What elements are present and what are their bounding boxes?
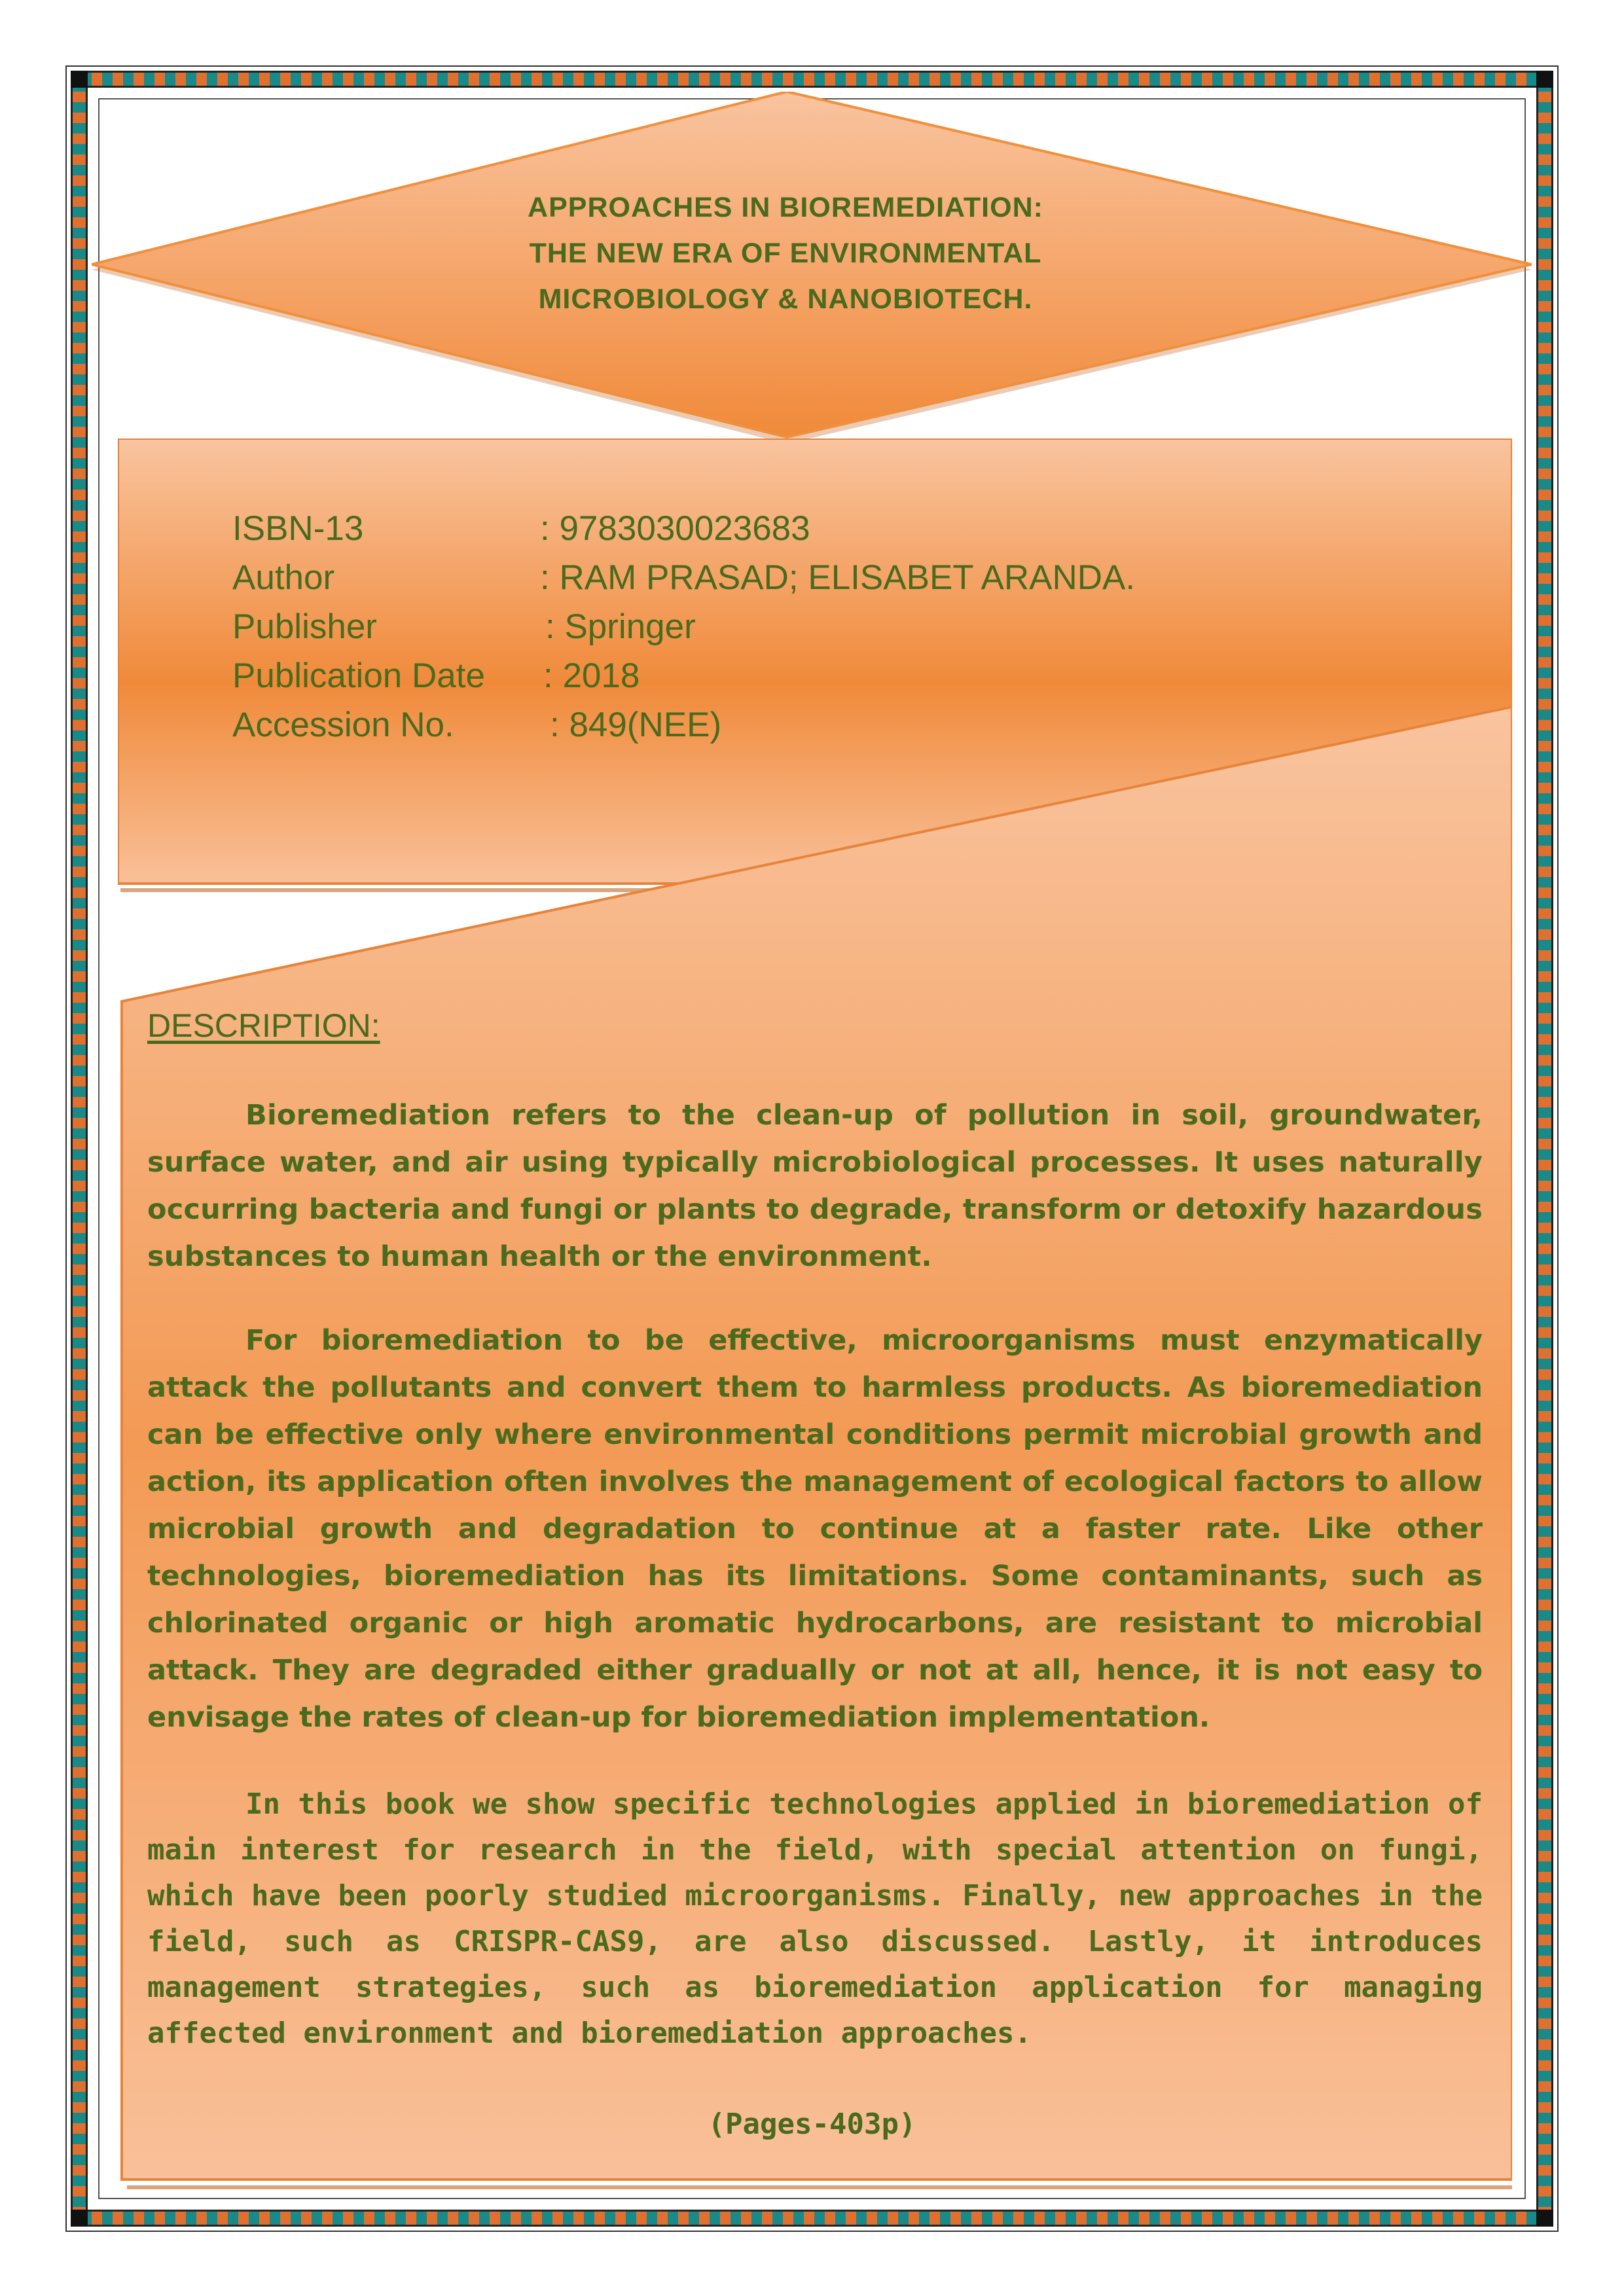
frame-corner [71,2210,88,2227]
info-value: : 9783030023683 [540,509,810,548]
title-line: MICROBIOLOGY & NANOBIOTECH. [538,283,1033,315]
info-value: : RAM PRASAD; ELISABET ARANDA. [540,558,1136,597]
info-label: Publication Date [232,656,485,695]
info-label: Author [232,558,335,597]
decorative-frame-right [1536,71,1553,2227]
decorative-frame-bottom [71,2210,1553,2227]
info-row-accession-no [232,700,1411,749]
info-row-author [232,553,1411,602]
decorative-frame-top [71,71,1553,88]
page-count: (Pages-403p) [708,2108,916,2141]
book-info [232,504,1411,749]
description-paragraph: For bioremediation to be effective, microorganisms must enzymatically attack the pollutants and convert them to harmless products. As bioremediation can be effective only where environmental conditions permit microbial growth and action, its application often involves the management of ecological factors to allow microbial growth and degradation to continue at a faster rate. Like other technologies, bioremediation has its limitations. Some contaminants, such as chlorinated organic or high aromatic hydrocarbons, are resistant to microbial attack. They are degraded either gradually or not at all, hence, it is not easy to envisage the rates of clean-up for bioremediation implementation. [147,1324,1483,1734]
info-row-publisher [232,602,1411,651]
info-row-isbn [232,504,1411,553]
info-value: : 2018 [543,656,640,695]
book-title [353,185,1218,322]
info-value: : Springer [545,607,696,646]
title-line: APPROACHES IN BIOREMEDIATION: [528,192,1043,223]
title-line: THE NEW ERA OF ENVIRONMENTAL [529,238,1042,269]
info-label: ISBN-13 [232,509,364,548]
info-label: Accession No. [232,706,454,744]
frame-corner [1536,2210,1553,2227]
decorative-frame-left [71,71,88,2227]
description-paragraph: In this book we show specific technologies applied in bioremediation of main interest for research in the field, with special attention on fungi, which have been poorly studied microorganisms. Finally, new approaches in the field, such as CRISPR-CAS9, are also discussed. Lastly, it introduces management strategies, such as bioremediation application for managing affected environment and bioremediation approaches. [147,1787,1483,2050]
description-paragraph: Bioremediation refers to the clean-up of pollution in soil, groundwater, surface water, and air using typically microbiological processes. It uses naturally occurring bacteria and fungi or plants to degrade, transform or detoxify hazardous substances to human health or the environment. [147,1099,1483,1273]
info-label: Publisher [232,607,377,646]
info-value: : 849(NEE) [550,706,722,744]
info-row-publication-date [232,651,1411,700]
description-heading: DESCRIPTION: [147,1007,380,1044]
frame-corner [1536,71,1553,88]
frame-corner [71,71,88,88]
